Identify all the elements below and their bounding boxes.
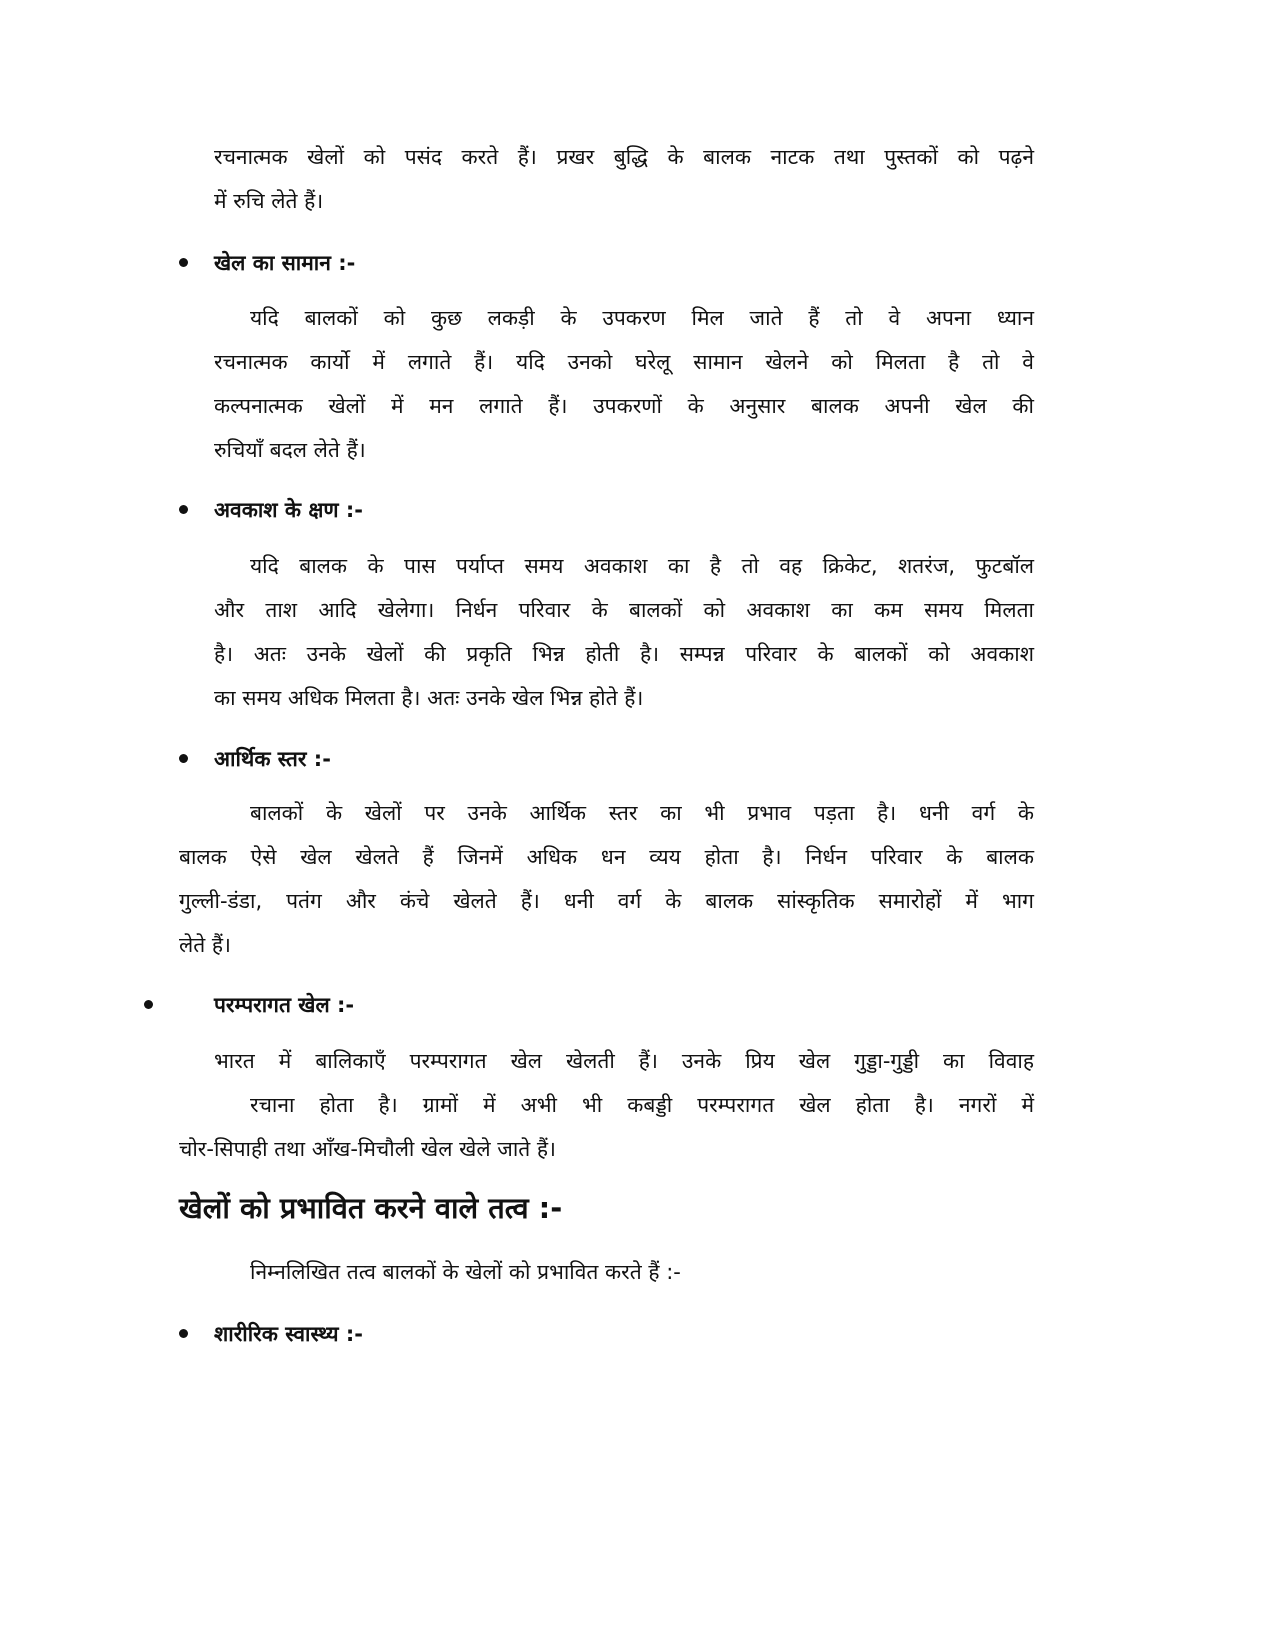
bullet-icon: [179, 1329, 188, 1338]
intro-line-1: रचनात्मक खेलों को पसंद करते हैं। प्रखर बुद्धि के बालक नाटक तथा पुस्तकों को पढ़ने: [214, 145, 1034, 169]
traditional-line-1: भारत में बालिकाएँ परम्परागत खेल खेलती हैं। उनके प्रिय खेल गुड्डा-गुड्डी का विवाह: [214, 1049, 1034, 1073]
main-heading: खेलों को प्रभावित करने वाले तत्व :-: [179, 1191, 563, 1225]
leisure-line-2: और ताश आदि खेलेगा। निर्धन परिवार के बालकों को अवकाश का कम समय मिलता: [214, 598, 1034, 622]
equipment-line-4: रुचियाँ बदल लेते हैं।: [214, 438, 366, 462]
leisure-line-3: है। अतः उनके खेलों की प्रकृति भिन्न होती है। सम्पन्न परिवार के बालकों को अवकाश: [214, 642, 1034, 666]
economic-line-4: लेते हैं।: [179, 933, 231, 957]
traditional-line-2: रचाना होता है। ग्रामों में अभी भी कबड्डी परम्परागत खेल होता है। नगरों में: [250, 1093, 1034, 1117]
section-heading-leisure: अवकाश के क्षण :-: [214, 498, 363, 522]
leisure-line-4: का समय अधिक मिलता है। अतः उनके खेल भिन्न होते हैं।: [214, 686, 644, 710]
section-heading-traditional: परम्परागत खेल :-: [214, 993, 355, 1017]
bullet-icon: [179, 754, 188, 763]
section-heading-economic: आर्थिक स्तर :-: [214, 747, 331, 771]
bullet-icon: [179, 258, 188, 267]
economic-line-3: गुल्ली-डंडा, पतंग और कंचे खेलते हैं। धनी वर्ग के बालक सांस्कृतिक समारोहों में भाग: [179, 889, 1034, 913]
traditional-line-3: चोर-सिपाही तथा आँख-मिचौली खेल खेले जाते हैं।: [179, 1137, 557, 1161]
equipment-line-3: कल्पनात्मक खेलों में मन लगाते हैं। उपकरणों के अनुसार बालक अपनी खेल की: [214, 394, 1034, 418]
economic-line-2: बालक ऐसे खेल खेलते हैं जिनमें अधिक धन व्यय होता है। निर्धन परिवार के बालक: [179, 845, 1034, 869]
main-intro-text: निम्नलिखित तत्व बालकों के खेलों को प्रभावित करते हैं :-: [250, 1260, 681, 1284]
economic-line-1: बालकों के खेलों पर उनके आर्थिक स्तर का भी प्रभाव पड़ता है। धनी वर्ग के: [250, 801, 1034, 825]
leisure-line-1: यदि बालक के पास पर्याप्त समय अवकाश का है तो वह क्रिकेट, शतरंज, फुटबॉल: [250, 554, 1034, 578]
bullet-icon: [144, 1000, 153, 1009]
intro-line-2: में रुचि लेते हैं।: [214, 189, 324, 213]
section-heading-physical-health: शारीरिक स्वास्थ्य :-: [214, 1322, 363, 1346]
section-heading-equipment: खेल का सामान :-: [214, 251, 356, 275]
bullet-icon: [179, 505, 188, 514]
equipment-line-2: रचनात्मक कार्यो में लगाते हैं। यदि उनको घरेलू सामान खेलने को मिलता है तो वे: [214, 350, 1034, 374]
equipment-line-1: यदि बालकों को कुछ लकड़ी के उपकरण मिल जाते हैं तो वे अपना ध्यान: [250, 306, 1034, 330]
